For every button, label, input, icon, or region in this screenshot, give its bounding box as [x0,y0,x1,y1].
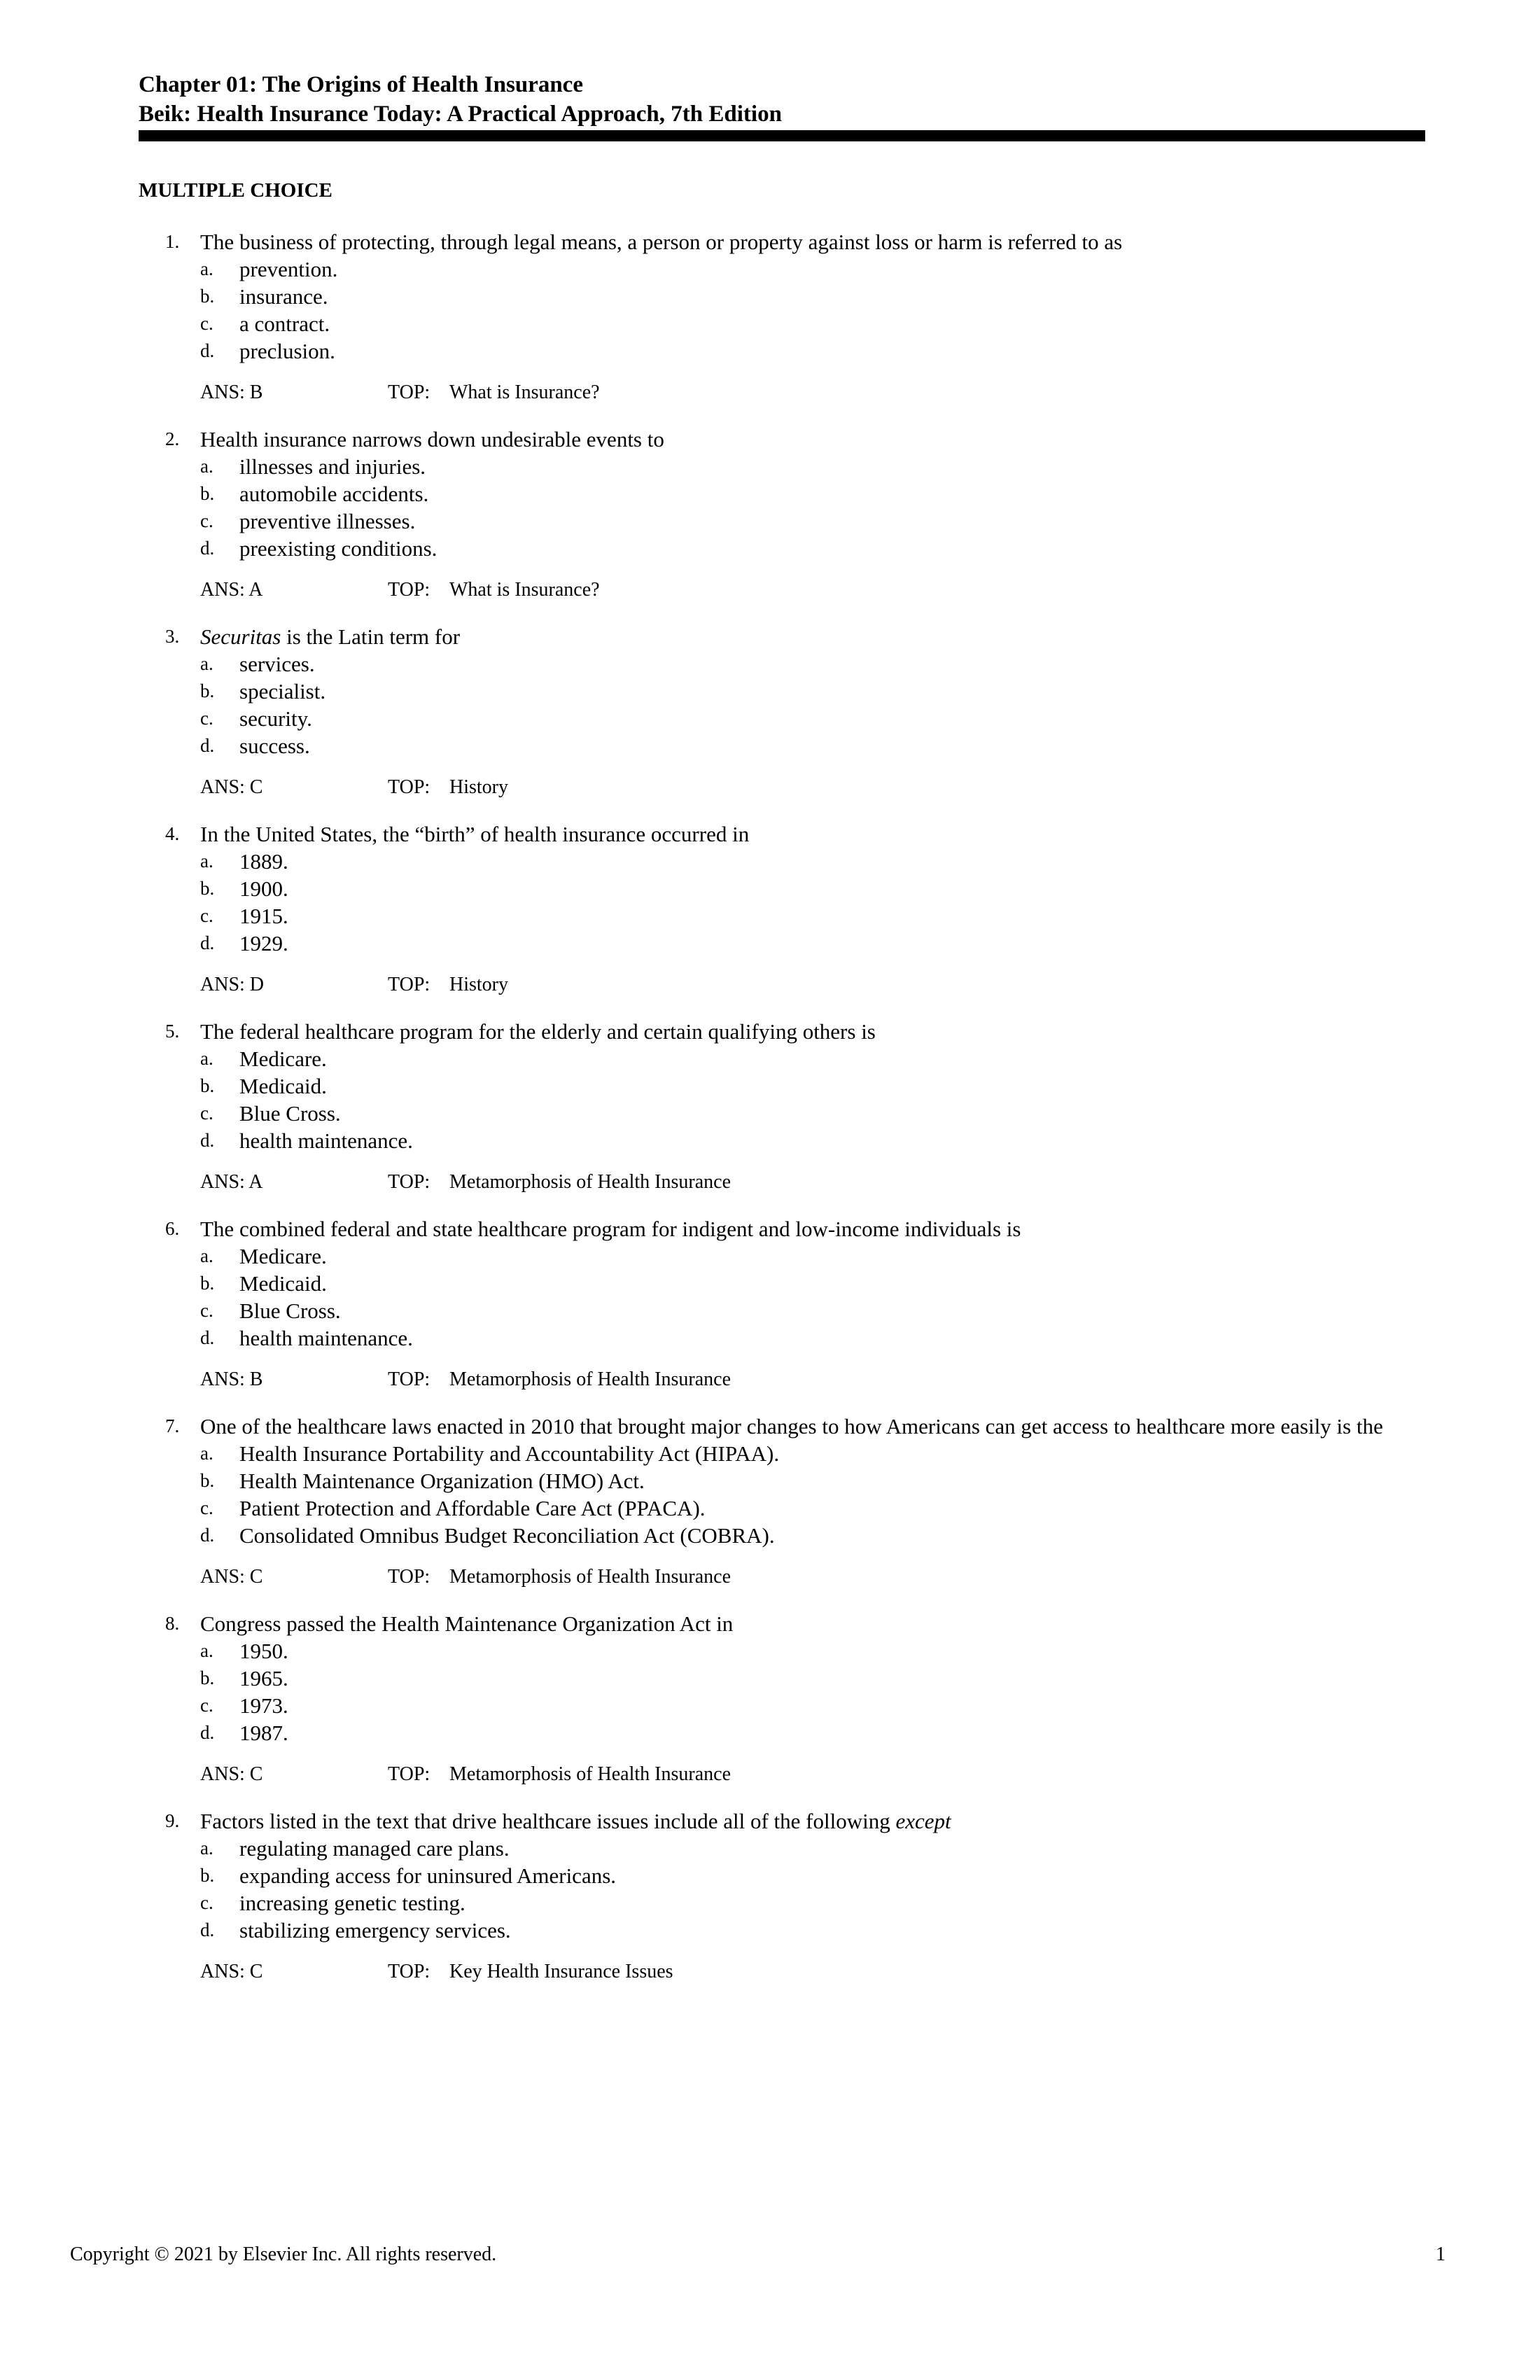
option-text: expanding access for uninsured Americans. [239,1863,617,1888]
option-letter: b. [200,1865,215,1886]
topic-label: TOP: [388,1171,430,1193]
topic-label: TOP: [388,974,430,995]
answer-topic-line [139,1367,1420,1392]
answer-option [139,255,1420,283]
question-5 [139,1018,1420,1195]
book-title: Beik: Health Insurance Today: A Practical Approach, 7th Edition [139,102,782,127]
option-letter: d. [200,1919,215,1940]
question-number: 5. [165,1021,180,1042]
question-8 [139,1610,1420,1787]
answer-topic-line [139,1762,1420,1787]
answer-label: ANS: [200,1566,245,1588]
option-letter: a. [200,653,214,674]
answer-label: ANS: [200,1763,245,1785]
option-letter: b. [200,483,215,504]
option-letter: c. [200,1892,214,1913]
option-letter: d. [200,932,215,953]
option-text: stabilizing emergency services. [239,1918,511,1942]
option-letter: a. [200,456,214,477]
question-number: 8. [165,1613,180,1634]
stem-text: The federal healthcare program for the elderly and certain qualifying others is [200,1019,876,1044]
option-letter: b. [200,1470,215,1491]
stem-emphasis: except [895,1809,951,1833]
option-text: specialist. [239,679,326,704]
topic-value: History [449,974,508,995]
option-text: a contract. [239,312,330,336]
answer-option [139,1467,1420,1494]
option-letter: c. [200,1497,214,1518]
option-text: insurance. [239,284,328,309]
answer-option [139,1127,1420,1154]
answer-value: C [249,1763,263,1785]
option-text: Medicaid. [239,1271,327,1296]
option-text: Blue Cross. [239,1101,341,1126]
answer-value: C [249,1566,263,1588]
answer-label: ANS: [200,1961,245,1982]
answer-option [139,1324,1420,1352]
topic-value: Metamorphosis of Health Insurance [449,1171,731,1193]
option-list [139,848,1420,957]
option-letter: d. [200,1722,215,1743]
answer-option [139,1719,1420,1746]
answer-label: ANS: [200,1171,245,1193]
answer-topic-line [139,1564,1420,1590]
option-letter: a. [200,1443,214,1464]
question-number: 9. [165,1810,180,1831]
option-text: illnesses and injuries. [239,454,426,479]
header-rule [139,130,1425,141]
question-number: 4. [165,823,180,844]
option-text: Health Maintenance Organization (HMO) Act. [239,1469,645,1493]
option-text: health maintenance. [239,1128,413,1153]
question-stem [139,426,1420,453]
question-1 [139,228,1420,405]
answer [200,775,388,800]
answer-option [139,848,1420,875]
answer-option [139,480,1420,507]
answer-topic-line [139,578,1420,603]
option-letter: c. [200,905,214,926]
option-text: preexisting conditions. [239,536,438,561]
answer-value: B [249,1368,263,1390]
answer [200,1762,388,1787]
topic-value: What is Insurance? [449,579,600,601]
option-text: regulating managed care plans. [239,1836,510,1861]
question-6 [139,1215,1420,1392]
option-list [139,1242,1420,1352]
topic-value: History [449,776,508,798]
option-letter: d. [200,340,215,361]
stem-text: Health insurance narrows down undesirable events to [200,427,664,451]
answer [200,1170,388,1195]
option-letter: c. [200,708,214,729]
option-list [139,1637,1420,1746]
option-text: automobile accidents. [239,482,429,506]
answer-topic-line [139,380,1420,405]
answer-option [139,732,1420,760]
option-text: Health Insurance Portability and Accountability Act (HIPAA). [239,1441,780,1466]
question-stem [139,228,1420,255]
option-letter: c. [200,1695,214,1716]
option-text: Medicare. [239,1244,327,1268]
answer-value: C [249,1961,263,1982]
option-text: 1915. [239,904,288,928]
copyright-notice: Copyright © 2021 by Elsevier Inc. All rights reserved. [70,2244,497,2265]
option-letter: b. [200,1075,215,1096]
option-list [139,1440,1420,1549]
question-3 [139,623,1420,800]
question-4 [139,820,1420,997]
question-stem [139,820,1420,848]
answer-option [139,337,1420,365]
answer-value: B [249,382,263,403]
answer-option [139,1522,1420,1549]
question-stem [139,623,1420,650]
topic-value: What is Insurance? [449,382,600,403]
option-letter: c. [200,1102,214,1124]
option-text: Consolidated Omnibus Budget Reconciliation Act (COBRA). [239,1523,775,1548]
answer-option [139,1494,1420,1522]
stem-text-after: is the Latin term for [281,624,461,649]
option-letter: d. [200,1525,215,1546]
page-footer [70,2244,1446,2266]
topic-label: TOP: [388,1961,430,1982]
question-number: 7. [165,1415,180,1436]
topic-value: Metamorphosis of Health Insurance [449,1763,731,1785]
answer-option [139,1637,1420,1665]
answer-option [139,650,1420,678]
option-letter: d. [200,1130,215,1151]
answer-option [139,1100,1420,1127]
question-list [139,228,1420,2005]
option-text: preclusion. [239,339,335,363]
option-letter: a. [200,1245,214,1266]
option-letter: b. [200,1273,215,1294]
option-list [139,1835,1420,1944]
answer [200,380,388,405]
question-stem [139,1413,1420,1440]
option-text: increasing genetic testing. [239,1891,465,1915]
stem-text: The business of protecting, through legal means, a person or property against loss or harm is referred to as [200,230,1123,254]
answer-value: D [249,974,265,995]
topic-label: TOP: [388,382,430,403]
question-number: 2. [165,428,180,449]
option-list [139,650,1420,760]
option-letter: b. [200,286,215,307]
answer [200,1367,388,1392]
answer-option [139,535,1420,562]
topic-label: TOP: [388,776,430,798]
answer-option [139,1440,1420,1467]
answer-option [139,1045,1420,1072]
answer-option [139,705,1420,732]
option-list [139,1045,1420,1154]
answer-value: A [248,1171,263,1193]
answer-topic-line [139,1170,1420,1195]
option-text: 1950. [239,1639,288,1663]
option-text: security. [239,706,312,731]
option-text: 1965. [239,1666,288,1690]
answer-option [139,1889,1420,1917]
question-number: 1. [165,231,180,252]
answer-option [139,1692,1420,1719]
question-stem [139,1018,1420,1045]
option-letter: a. [200,1048,214,1069]
answer-option [139,1270,1420,1297]
answer-label: ANS: [200,382,245,403]
option-letter: d. [200,538,215,559]
answer [200,1564,388,1590]
answer-label: ANS: [200,1368,245,1390]
option-letter: b. [200,680,215,701]
option-text: preventive illnesses. [239,509,416,533]
option-letter: b. [200,878,215,899]
answer [200,972,388,997]
answer-option [139,1297,1420,1324]
option-text: health maintenance. [239,1326,413,1350]
answer-option [139,1072,1420,1100]
topic-value: Metamorphosis of Health Insurance [449,1368,731,1390]
answer-option [139,310,1420,337]
answer-option [139,1242,1420,1270]
question-number: 6. [165,1218,180,1239]
answer-label: ANS: [200,579,245,601]
option-text: success. [239,734,310,758]
question-2 [139,426,1420,603]
answer-option [139,875,1420,902]
option-letter: c. [200,510,214,531]
option-letter: d. [200,1327,215,1348]
option-text: Medicaid. [239,1074,327,1098]
page-number: 1 [1436,2244,1446,2265]
option-letter: a. [200,1640,214,1661]
answer-option [139,507,1420,535]
stem-emphasis: Securitas [200,624,281,649]
answer-option [139,1862,1420,1889]
chapter-title: Chapter 01: The Origins of Health Insurance [139,72,583,97]
answer-value: A [248,579,263,601]
option-text: services. [239,652,315,676]
option-text: 1900. [239,876,288,901]
answer-topic-line [139,1959,1420,1984]
answer-topic-line [139,775,1420,800]
option-text: Medicare. [239,1046,327,1071]
answer-option [139,1665,1420,1692]
question-9 [139,1807,1420,1984]
option-list [139,453,1420,562]
answer [200,578,388,603]
answer-topic-line [139,972,1420,997]
question-7 [139,1413,1420,1590]
option-letter: c. [200,1300,214,1321]
option-list [139,255,1420,365]
option-letter: d. [200,735,215,756]
option-letter: b. [200,1667,215,1688]
topic-value: Metamorphosis of Health Insurance [449,1566,731,1588]
stem-text: Congress passed the Health Maintenance Organization Act in [200,1611,734,1636]
topic-label: TOP: [388,1763,430,1785]
option-text: Patient Protection and Affordable Care Act (PPACA). [239,1496,706,1520]
answer-option [139,1917,1420,1944]
answer [200,1959,388,1984]
stem-text: The combined federal and state healthcare program for indigent and low-income individuals is [200,1217,1021,1241]
topic-label: TOP: [388,579,430,601]
question-number: 3. [165,626,180,647]
option-text: prevention. [239,257,338,281]
answer-label: ANS: [200,776,245,798]
answer-value: C [249,776,263,798]
topic-label: TOP: [388,1368,430,1390]
option-letter: a. [200,258,214,279]
question-stem [139,1610,1420,1637]
answer-option [139,1835,1420,1862]
option-text: 1973. [239,1693,288,1718]
document-header [139,70,1425,129]
question-stem [139,1807,1420,1835]
option-text: 1889. [239,849,288,874]
option-letter: a. [200,850,214,872]
stem-text: In the United States, the “birth” of health insurance occurred in [200,822,750,846]
stem-text: Factors listed in the text that drive healthcare issues include all of the following [200,1809,896,1833]
answer-option [139,678,1420,705]
option-text: 1929. [239,931,288,955]
section-title: MULTIPLE CHOICE [139,179,332,202]
option-text: Blue Cross. [239,1298,341,1323]
answer-option [139,930,1420,957]
stem-text: One of the healthcare laws enacted in 2010 that brought major changes to how Americans can get access to healthcare more easily is the [200,1414,1383,1438]
option-text: 1987. [239,1721,288,1745]
topic-value: Key Health Insurance Issues [449,1961,673,1982]
question-stem [139,1215,1420,1242]
option-letter: c. [200,313,214,334]
answer-label: ANS: [200,974,245,995]
answer-option [139,453,1420,480]
option-letter: a. [200,1837,214,1858]
answer-option [139,283,1420,310]
answer-option [139,902,1420,930]
topic-label: TOP: [388,1566,430,1588]
